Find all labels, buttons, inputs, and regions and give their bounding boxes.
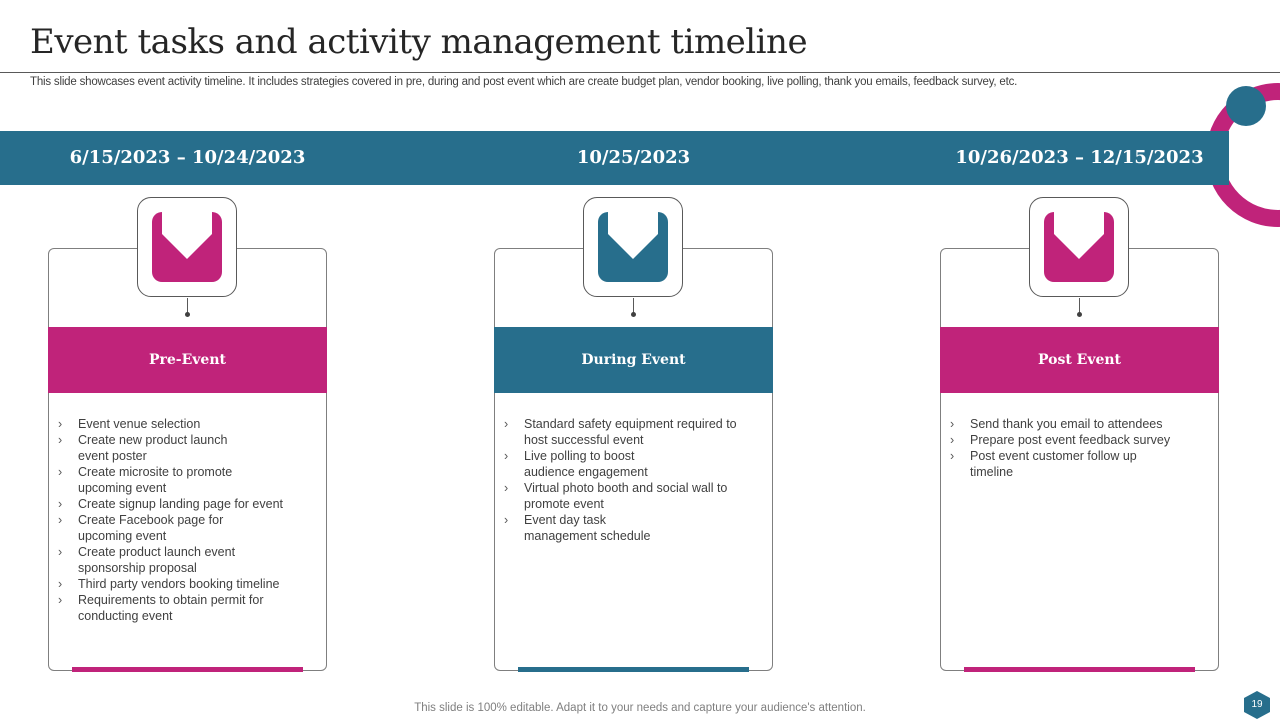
title-divider bbox=[0, 72, 1280, 73]
stage-icon-frame bbox=[137, 197, 237, 297]
chevron-right-icon: › bbox=[950, 433, 955, 447]
stage-header-pre-event: Pre-Event bbox=[48, 327, 327, 393]
stage-task-list-during-event bbox=[504, 416, 759, 544]
stage-icon-frame bbox=[1029, 197, 1129, 297]
chevron-right-icon: › bbox=[58, 513, 63, 527]
list-item: › Send thank you email to attendees bbox=[950, 417, 1163, 431]
slide-subtitle: This slide showcases event activity timeline. It includes strategies covered in pre, during and post event which are create budget plan, vendor booking, live polling, thank you emails, feedback survey, etc. bbox=[30, 76, 1018, 88]
card-accent-bar bbox=[518, 667, 749, 672]
stage-task-list-post-event bbox=[950, 416, 1205, 480]
list-item: › Third party vendors booking timeline bbox=[58, 577, 280, 591]
card-accent-bar bbox=[964, 667, 1195, 672]
chevron-right-icon: › bbox=[950, 449, 955, 463]
connector-dot bbox=[185, 312, 190, 317]
stage-task-list-pre-event bbox=[58, 416, 313, 624]
stage-date-during-event: 10/25/2023 bbox=[576, 147, 691, 168]
list-item: › Standard safety equipment required to host successful event bbox=[504, 417, 737, 447]
down-arrow-icon bbox=[152, 212, 222, 282]
chevron-right-icon: › bbox=[58, 593, 63, 607]
page-number: 19 bbox=[1251, 699, 1263, 710]
connector-dot bbox=[631, 312, 636, 317]
list-item: › Post event customer follow up timeline bbox=[950, 449, 1137, 479]
chevron-right-icon: › bbox=[58, 577, 63, 591]
stage-date-post-event: 10/26/2023 – 12/15/2023 bbox=[955, 147, 1204, 168]
list-item: › Create microsite to promote upcoming event bbox=[58, 465, 233, 495]
chevron-right-icon: › bbox=[58, 545, 63, 559]
list-item: › Virtual photo booth and social wall to promote event bbox=[504, 481, 728, 511]
list-item: › Create Facebook page for upcoming event bbox=[58, 513, 224, 543]
card-accent-bar bbox=[72, 667, 303, 672]
chevron-right-icon: › bbox=[504, 481, 509, 495]
chevron-right-icon: › bbox=[58, 433, 63, 447]
list-item: › Live polling to boost audience engagement bbox=[504, 449, 648, 479]
stage-header-during-event: During Event bbox=[494, 327, 773, 393]
chevron-right-icon: › bbox=[950, 417, 955, 431]
chevron-right-icon: › bbox=[58, 417, 63, 431]
list-item: › Create product launch event sponsorship proposal bbox=[58, 545, 236, 575]
list-item: › Prepare post event feedback survey bbox=[950, 433, 1171, 447]
down-arrow-icon bbox=[1044, 212, 1114, 282]
list-item: › Create signup landing page for event bbox=[58, 497, 284, 511]
chevron-right-icon: › bbox=[58, 497, 63, 511]
chevron-right-icon: › bbox=[504, 513, 509, 527]
list-item: › Requirements to obtain permit for conducting event bbox=[58, 593, 264, 623]
chevron-right-icon: › bbox=[504, 417, 509, 431]
down-arrow-icon bbox=[598, 212, 668, 282]
page-number-badge bbox=[1242, 690, 1272, 720]
connector-dot bbox=[1077, 312, 1082, 317]
chevron-right-icon: › bbox=[58, 465, 63, 479]
stage-header-post-event: Post Event bbox=[940, 327, 1219, 393]
list-item: › Event venue selection bbox=[58, 417, 201, 431]
list-item: › Event day task management schedule bbox=[504, 513, 651, 543]
decorative-dot bbox=[1226, 86, 1266, 126]
stage-date-pre-event: 6/15/2023 – 10/24/2023 bbox=[69, 147, 306, 168]
footer-note: This slide is 100% editable. Adapt it to your needs and capture your audience's attention. bbox=[414, 702, 866, 714]
slide-title: Event tasks and activity management timeline bbox=[30, 22, 808, 62]
stage-icon-frame bbox=[583, 197, 683, 297]
list-item: › Create new product launch event poster bbox=[58, 433, 228, 463]
chevron-right-icon: › bbox=[504, 449, 509, 463]
